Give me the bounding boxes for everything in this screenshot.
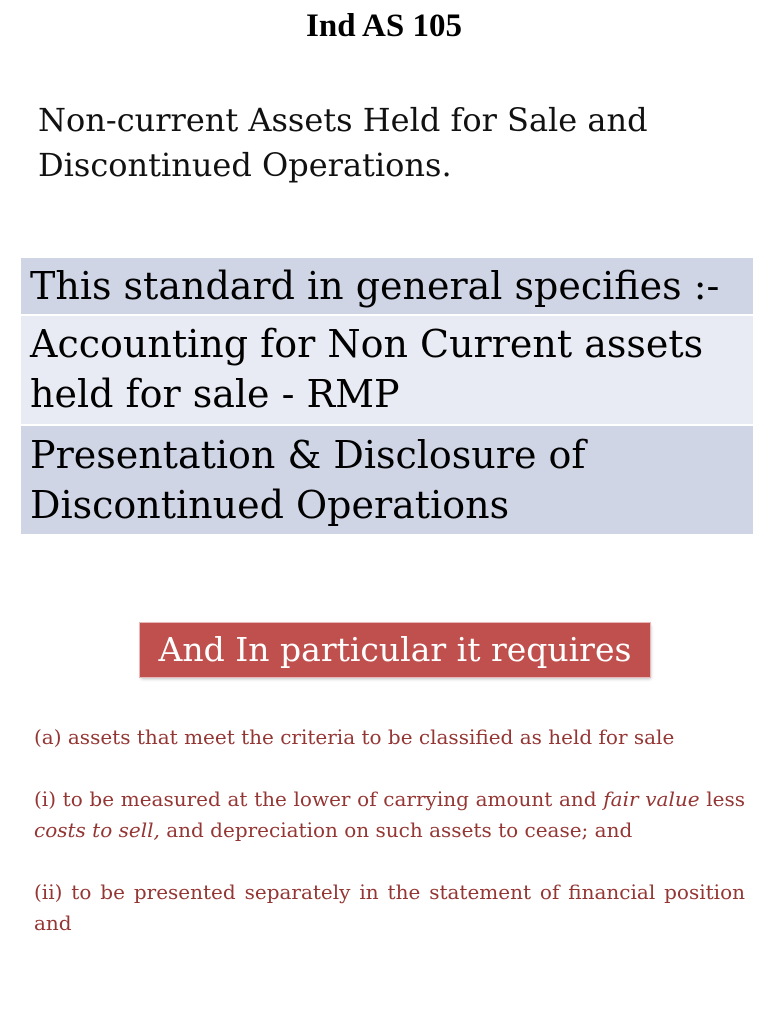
requirement-i-text-3: and depreciation on such assets to cease; and: [159, 818, 633, 842]
specifies-table: [21, 258, 753, 536]
table-row: [21, 426, 753, 536]
table-row-text: This standard in general specifies :-: [30, 264, 720, 308]
table-row-text: Discontinued Operations: [30, 483, 510, 527]
requires-banner: And In particular it requires: [140, 623, 650, 677]
table-row: [21, 258, 753, 316]
table-row: [21, 316, 753, 426]
fair-value-term: fair value: [603, 787, 700, 811]
requirement-i-text-1: (i) to be measured at the lower of carrying amount and: [34, 787, 604, 811]
requirement-i: [34, 784, 745, 846]
requirement-ii: (ii) to be presented separately in the statement of financial position and: [34, 880, 745, 935]
standard-subtitle: [38, 98, 738, 188]
requirements-list: [34, 722, 745, 939]
subtitle-line-1: Non-current Assets Held for Sale and: [38, 101, 648, 139]
requirement-a: (a) assets that meet the criteria to be classified as held for sale: [34, 725, 675, 749]
subtitle-line-2: Discontinued Operations.: [38, 146, 452, 184]
page-title: Ind AS 105: [306, 8, 462, 44]
costs-to-sell-term: costs to sell,: [34, 818, 160, 842]
table-row-text: Accounting for Non Current assets: [30, 322, 704, 366]
table-row-text: held for sale - RMP: [30, 372, 400, 416]
requirement-i-text-2: less: [699, 787, 745, 811]
table-row-text: Presentation & Disclosure of: [30, 433, 586, 477]
